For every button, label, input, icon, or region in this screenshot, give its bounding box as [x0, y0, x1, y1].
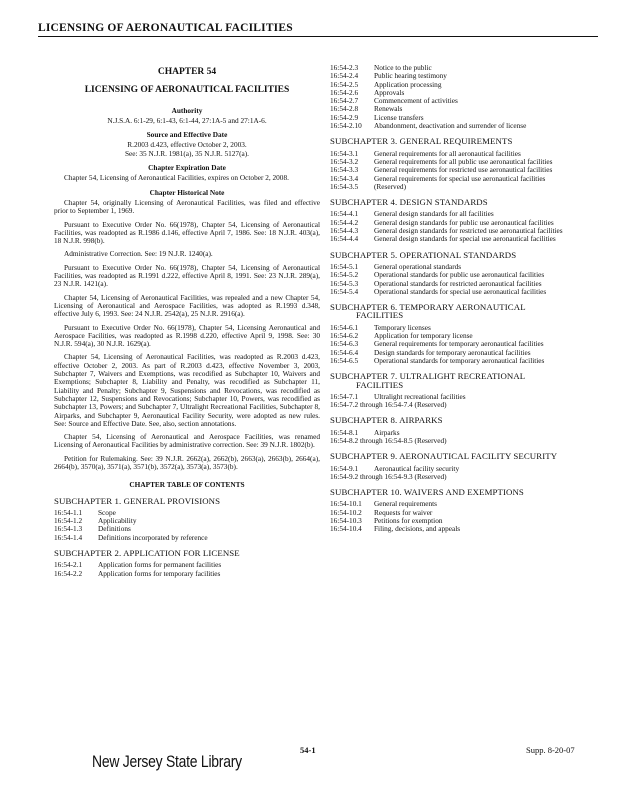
section-title: General requirements for all public use aeronautical facilities	[374, 156, 553, 166]
section-number: 16:54-3.3	[330, 165, 359, 175]
section-title: Ultralight recreational facilities	[374, 391, 466, 401]
section-title: Operational standards for temporary aeronautical facilities	[374, 355, 545, 365]
section-title: Abandonment, deactivation and surrender of license	[374, 121, 527, 131]
toc-entry	[330, 105, 592, 113]
section-number: 16:54-3.1	[330, 148, 359, 158]
source-line: R.2003 d.423, effective October 2, 2003.	[127, 140, 247, 150]
toc-list	[330, 429, 592, 446]
section-number: 16:54-2.5	[330, 79, 359, 89]
section-title: General requirements for special use aeronautical facilities	[374, 173, 546, 183]
subchapter-heading: SUBCHAPTER 3. GENERAL REQUIREMENTS	[330, 136, 513, 147]
section-number: 16:54-4.1	[330, 209, 359, 219]
toc-entry	[330, 517, 592, 525]
section-title: Airparks	[374, 427, 400, 437]
toc-list	[330, 64, 592, 130]
section-number: 16:54-10.2	[330, 507, 362, 517]
authority-heading: Authority	[171, 105, 203, 115]
section-title: Operational standards for public use aeronautical facilities	[374, 270, 545, 280]
page-number: 54-1	[300, 745, 316, 755]
section-title: Application forms for temporary facilities	[98, 568, 221, 578]
supplement-date: Supp. 8-20-07	[526, 745, 575, 755]
section-number: 16:54-1.3	[54, 524, 83, 534]
section-title: Scope	[98, 507, 116, 517]
subchapter-heading: SUBCHAPTER 2. APPLICATION FOR LICENSE	[54, 548, 240, 559]
running-header: LICENSING OF AERONAUTICAL FACILITIES	[38, 22, 598, 37]
section-number: 16:54-2.3	[330, 63, 359, 72]
subchapter-heading: SUBCHAPTER 1. GENERAL PROVISIONS	[54, 495, 221, 506]
section-number: 16:54-5.3	[330, 278, 359, 288]
section-title: General design standards for restricted use aeronautical facilities	[374, 226, 563, 236]
section-title: General design standards for all facilities	[374, 209, 494, 219]
section-number: 16:54-3.2	[330, 156, 359, 166]
section-number: 16:54-4.4	[330, 234, 359, 244]
source-line: See: 35 N.J.R. 1981(a), 35 N.J.R. 5127(a).	[124, 148, 250, 158]
history-paragraph: Pursuant to Executive Order No. 66(1978), Chapter 54, Licensing of Aeronautical Facilities, was readopted as R.1991 d.222, effective April 8, 1991. See: 23 N.J.R. 289(a), 23 N.J.R. 1421(a).	[54, 262, 320, 289]
section-number: 16:54-1.2	[54, 516, 83, 526]
toc-entry	[330, 183, 592, 191]
section-title: General design standards for special use aeronautical facilities	[374, 234, 556, 244]
history-paragraph: Administrative Correction. See: 19 N.J.R. 1240(a).	[64, 249, 213, 259]
source-heading: Source and Effective Date	[146, 130, 228, 140]
toc-list	[330, 324, 592, 365]
history-paragraph: Chapter 54, originally Licensing of Aeronautical Facilities, was filed and effective prior to September 1, 1969.	[54, 197, 320, 216]
toc-entry	[330, 89, 592, 97]
subchapter-heading: SUBCHAPTER 4. DESIGN STANDARDS	[330, 197, 488, 208]
history-paragraph: Pursuant to Executive Order No. 66(1978), Chapter 54, Licensing of Aeronautical Facilities, was readopted as R.1986 d.146, effective April 7, 1986. See: 18 N.J.R. 403(a), 18 N.J.R. 998(b).	[54, 219, 320, 246]
toc-entry	[54, 570, 320, 578]
subchapter-heading-cont: FACILITIES	[356, 379, 404, 390]
toc-heading: CHAPTER TABLE OF CONTENTS	[129, 480, 245, 490]
toc-list	[330, 465, 592, 482]
authority-text: N.J.S.A. 6:1-29, 6:1-43, 6:1-44, 27:1A-5 and 27:1A-6.	[107, 115, 267, 125]
section-number: 16:54-3.5	[330, 181, 359, 191]
chapter-title: LICENSING OF AERONAUTICAL FACILITIES	[84, 85, 290, 96]
toc-entry	[330, 500, 592, 508]
toc-entry	[330, 64, 592, 72]
section-title: 16:54-9.2 through 16:54-9.3 (Reserved)	[330, 471, 447, 481]
section-title: Operational standards for special use aeronautical facilities	[374, 286, 547, 296]
section-number: 16:54-5.4	[330, 286, 359, 296]
toc-entry	[330, 437, 592, 445]
section-number: 16:54-6.2	[330, 331, 359, 341]
subchapter-heading-cont: FACILITIES	[356, 310, 404, 321]
section-number: 16:54-2.7	[330, 96, 359, 106]
section-title: Filing, decisions, and appeals	[374, 524, 461, 534]
section-number: 16:54-10.3	[330, 516, 362, 526]
right-column	[330, 64, 592, 534]
toc-list	[54, 561, 320, 578]
section-title: Applicability	[98, 516, 137, 526]
toc-entry	[54, 534, 320, 542]
section-title: Definitions incorporated by reference	[98, 532, 208, 542]
toc-list	[330, 150, 592, 191]
section-number: 16:54-1.1	[54, 507, 83, 517]
toc-entry	[330, 357, 592, 365]
section-number: 16:54-2.4	[330, 71, 359, 81]
toc-entry	[330, 509, 592, 517]
toc-entry	[54, 509, 320, 517]
section-number: 16:54-10.4	[330, 524, 362, 534]
section-title: General operational standards	[374, 261, 462, 271]
section-title: Application for temporary license	[374, 331, 473, 341]
section-title: General requirements for all aeronautical facilities	[374, 148, 521, 158]
history-paragraph: Pursuant to Executive Order No. 66(1978), Chapter 54, Licensing Aeronautical and Aerospace Facilities, was readopted as R.1998 d.220, effective April 9, 1998. See: 30 N.J.R. 594(a), 30 N.J.R. 1629(a).	[54, 322, 320, 349]
section-title: 16:54-7.2 through 16:54-7.4 (Reserved)	[330, 400, 447, 410]
section-number: 16:54-4.2	[330, 217, 359, 227]
section-title: General requirements for restricted use aeronautical facilities	[374, 165, 553, 175]
section-title: Renewals	[374, 104, 403, 114]
toc-entry	[330, 288, 592, 296]
section-number: 16:54-2.10	[330, 121, 362, 131]
section-number: 16:54-9.1	[330, 463, 359, 473]
section-title: Temporary licenses	[374, 322, 431, 332]
section-number: 16:54-7.1	[330, 391, 359, 401]
history-heading: Chapter Historical Note	[149, 187, 225, 197]
section-number: 16:54-8.1	[330, 427, 359, 437]
subchapter-heading: SUBCHAPTER 8. AIRPARKS	[330, 415, 443, 426]
section-number: 16:54-6.1	[330, 322, 359, 332]
section-title: Application processing	[374, 79, 442, 89]
library-stamp: New Jersey State Library	[92, 752, 242, 771]
section-number: 16:54-2.6	[330, 87, 359, 97]
toc-entry	[54, 517, 320, 525]
section-title: Approvals	[374, 87, 405, 97]
section-title: Requests for waiver	[374, 507, 433, 517]
section-number: 16:54-6.4	[330, 347, 359, 357]
toc-entry	[330, 72, 592, 80]
section-title: Aeronautical facility security	[374, 463, 460, 473]
toc-list	[330, 393, 592, 410]
subchapter-heading: SUBCHAPTER 5. OPERATIONAL STANDARDS	[330, 249, 517, 260]
subchapter-heading: SUBCHAPTER 10. WAIVERS AND EXEMPTIONS	[330, 487, 524, 498]
expiration-text: Chapter 54, Licensing of Aeronautical Facilities, expires on October 2, 2008.	[64, 173, 289, 183]
toc-entry	[330, 97, 592, 105]
section-number: 16:54-10.1	[330, 499, 362, 509]
section-number: 16:54-6.5	[330, 355, 359, 365]
section-title: General design standards for public use aeronautical facilities	[374, 217, 554, 227]
section-number: 16:54-1.4	[54, 532, 83, 542]
section-title: Public hearing testimony	[374, 71, 447, 81]
section-number: 16:54-4.3	[330, 226, 359, 236]
section-title: Operational standards for restricted aeronautical facilities	[374, 278, 542, 288]
section-number: 16:54-2.2	[54, 568, 83, 578]
toc-list	[330, 263, 592, 296]
toc-entry	[330, 525, 592, 533]
section-title: Notice to the public	[374, 63, 432, 72]
subchapter-heading: SUBCHAPTER 9. AERONAUTICAL FACILITY SECURITY	[330, 451, 558, 462]
toc-entry	[330, 81, 592, 89]
section-title: Application forms for permanent facilities	[98, 560, 222, 570]
toc-entry	[330, 401, 592, 409]
left-column	[54, 64, 320, 578]
toc-list	[54, 509, 320, 542]
history-paragraph: Chapter 54, Licensing of Aeronautical Facilities, was readopted as R.2003 d.423, effective October 2, 2003. As part of R.2003 d.423, effective November 3, 2003, Subchapter 7, Waivers and Exemptions, was recodified as Subchapter 10, Waivers and Exemptions; Subchapter 8, Liability and Penalty, was recodified as Subchapter 11, Liability and Penalty; Subchapter 9, Suspensions and Revocations, was recodified as Subchapter 12, Suspensions and Revocations; Subchapter 10, Powers, was recodified as Subchapter 13, Powers; and Subchapter 7, Ultralight Recreational Facilities, Subchapter 8, Airparks, and Subchapter 9, Aeronautical Facility Security, were adopted as new rules. See: Source and Effective Date. See, also, section annotations.	[54, 352, 320, 428]
section-title: Petitions for exemption	[374, 516, 443, 526]
history-paragraph: Chapter 54, Licensing of Aeronautical and Aerospace Facilities, was renamed Licensing of Aeronautical Facilities by administrative correction. See: 39 N.J.R. 1802(b).	[54, 432, 320, 450]
section-number: 16:54-2.9	[330, 112, 359, 122]
toc-entry	[330, 175, 592, 183]
toc-entry	[330, 235, 592, 243]
section-title: License transfers	[374, 112, 424, 122]
subchapter-heading: SUBCHAPTER 7. ULTRALIGHT RECREATIONAL	[330, 371, 526, 382]
section-number: 16:54-3.4	[330, 173, 359, 183]
history-paragraph: Chapter 54, Licensing of Aeronautical Facilities, was repealed and a new Chapter 54, Licensing of Aeronautical and Aerospace Facilities, was adopted as R.1993 d.348, effective July 6, 1993. See: 24 N.J.R. 2542(a), 25 N.J.R. 2916(a).	[54, 292, 320, 319]
expiration-heading: Chapter Expiration Date	[148, 163, 226, 173]
toc-list	[330, 500, 592, 533]
section-title: Definitions	[98, 524, 131, 534]
toc-entry	[330, 122, 592, 130]
section-number: 16:54-6.3	[330, 339, 359, 349]
history-paragraph: Petition for Rulemaking. See: 39 N.J.R. 2662(a), 2662(b), 2663(a), 2663(b), 2664(a), 2664(b), 3570(a), 3571(a), 3571(b), 3572(a), 3573(a), 3573(b).	[54, 453, 320, 471]
toc-entry	[330, 473, 592, 481]
section-title: Commencement of activities	[374, 96, 458, 106]
chapter-number: CHAPTER 54	[157, 67, 217, 77]
section-title: (Reserved)	[374, 181, 407, 191]
section-number: 16:54-5.1	[330, 261, 359, 271]
section-title: General requirements	[374, 499, 438, 509]
subchapter-heading: SUBCHAPTER 6. TEMPORARY AERONAUTICAL	[330, 302, 526, 313]
section-title: Design standards for temporary aeronautical facilities	[374, 347, 531, 357]
section-number: 16:54-2.8	[330, 104, 359, 114]
section-number: 16:54-2.1	[54, 560, 83, 570]
section-title: General requirements for temporary aeronautical facilities	[374, 339, 544, 349]
section-title: 16:54-8.2 through 16:54-8.5 (Reserved)	[330, 435, 447, 445]
toc-list	[330, 210, 592, 243]
section-number: 16:54-5.2	[330, 270, 359, 280]
